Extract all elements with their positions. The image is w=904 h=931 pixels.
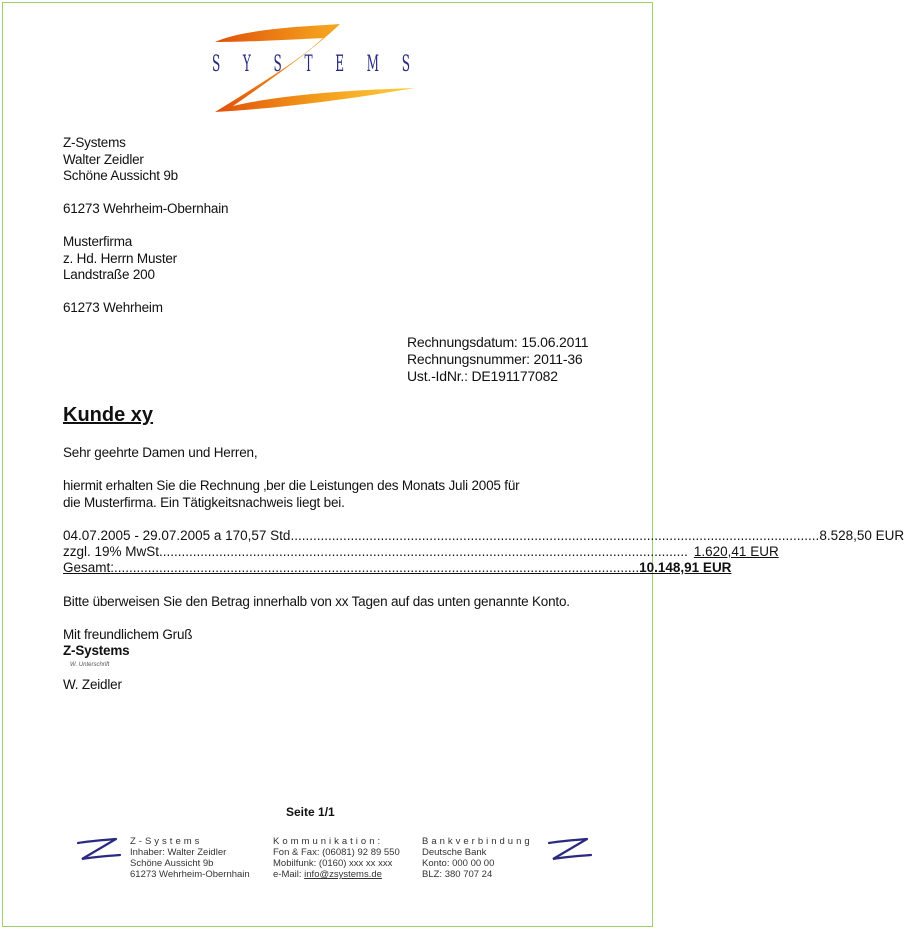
logo-letter: S bbox=[401, 52, 410, 77]
footer-blz: BLZ: 380 707 24 bbox=[422, 869, 493, 880]
closing-greeting: Mit freundlichem Gruß bbox=[63, 627, 193, 642]
invoice-date: Rechnungsdatum: 15.06.2011 bbox=[407, 334, 589, 350]
sender-company: Z-Systems bbox=[63, 135, 126, 150]
footer-company-head: Z-Systems bbox=[130, 836, 203, 847]
item-dots: ............................................................................................................................................ bbox=[114, 560, 640, 575]
page-number: Seite 1/1 bbox=[286, 805, 335, 819]
footer-phone: Fon & Fax: (06081) 92 89 550 bbox=[273, 847, 400, 858]
sender-city: 61273 Wehrheim-Obernhain bbox=[63, 201, 229, 216]
footer-bank-head: Bankverbindung bbox=[422, 836, 533, 847]
signature-placeholder: W. Unterschrift bbox=[70, 662, 110, 668]
invoice-meta bbox=[407, 334, 588, 385]
line-item-hours bbox=[63, 528, 904, 544]
email-link[interactable]: info@zsystems.de bbox=[304, 869, 382, 880]
total-amount: 10.148,91 EUR bbox=[639, 560, 732, 575]
item-label: 04.07.2005 - 29.07.2005 a 170,57 Std. bbox=[63, 528, 295, 543]
line-item-total bbox=[63, 560, 732, 576]
intro-line: hiermit erhalten Sie die Rechnung ‚ber die Leistungen des Monats Juli 2005 für bbox=[63, 478, 520, 493]
sender-street: Schöne Aussicht 9b bbox=[63, 168, 178, 183]
footer-company bbox=[130, 836, 250, 880]
recipient-company: Musterfirma bbox=[63, 234, 133, 249]
footer-bank bbox=[422, 836, 533, 880]
item-label: Gesamt: bbox=[63, 560, 115, 575]
recipient-attention: z. Hd. Herrn Muster bbox=[63, 250, 177, 266]
recipient-street: Landstraße 200 bbox=[63, 267, 155, 282]
item-dots: ............................................................................................................................................ bbox=[162, 544, 688, 559]
footer-street: Schöne Aussicht 9b bbox=[130, 858, 214, 869]
logo-letter: Y bbox=[242, 52, 251, 77]
logo-letter: M bbox=[366, 52, 380, 77]
logo-letter: T bbox=[304, 52, 313, 77]
footer-city: 61273 Wehrheim-Obernhain bbox=[130, 869, 250, 880]
footer-z-logo-left bbox=[74, 838, 122, 862]
salutation: Sehr geehrte Damen und Herren, bbox=[63, 445, 258, 460]
closing-name: W. Zeidler bbox=[63, 677, 122, 692]
logo-letter: S bbox=[212, 52, 221, 77]
item-amount: 1.620,41 EUR bbox=[693, 544, 779, 559]
sender-block bbox=[63, 135, 178, 185]
customer-heading: Kunde xy bbox=[63, 404, 154, 426]
closing-company: Z-Systems bbox=[63, 643, 130, 658]
logo-letter: S bbox=[273, 52, 282, 77]
footer-z-logo-right bbox=[545, 838, 593, 862]
item-label: zzgl. 19% MwSt. bbox=[63, 544, 163, 559]
recipient-block bbox=[63, 234, 177, 284]
intro-line: die Musterfirma. Ein Tätigkeitsnachweis liegt bei. bbox=[63, 494, 345, 510]
intro-text bbox=[63, 478, 519, 511]
footer-contact-head: Kommunikation: bbox=[273, 836, 384, 847]
logo-letter: E bbox=[335, 52, 345, 77]
logo-letters bbox=[212, 52, 410, 77]
recipient-city: 61273 Wehrheim bbox=[63, 300, 163, 315]
footer-owner: Inhaber: Walter Zeidler bbox=[130, 847, 227, 858]
item-dots: ............................................................................................................................................ bbox=[294, 528, 820, 543]
vat-id: Ust.-IdNr.: DE191177082 bbox=[407, 368, 558, 384]
footer-email-prefix: e-Mail: bbox=[273, 869, 305, 880]
footer-account: Konto: 000 00 00 bbox=[422, 858, 495, 869]
payment-note: Bitte überweisen Sie den Betrag innerhalb von xx Tagen auf das unten genannte Konto. bbox=[63, 594, 570, 609]
footer-contact bbox=[273, 836, 400, 880]
item-amount: 8.528,50 EUR bbox=[819, 528, 904, 543]
footer-mobile: Mobilfunk: (0160) xxx xx xxx bbox=[273, 858, 393, 869]
invoice-number: Rechnungsnummer: 2011-36 bbox=[407, 351, 583, 367]
footer-bank-name: Deutsche Bank bbox=[422, 847, 487, 858]
footer-email bbox=[273, 869, 400, 880]
line-item-vat bbox=[63, 544, 779, 560]
sender-name: Walter Zeidler bbox=[63, 151, 144, 167]
